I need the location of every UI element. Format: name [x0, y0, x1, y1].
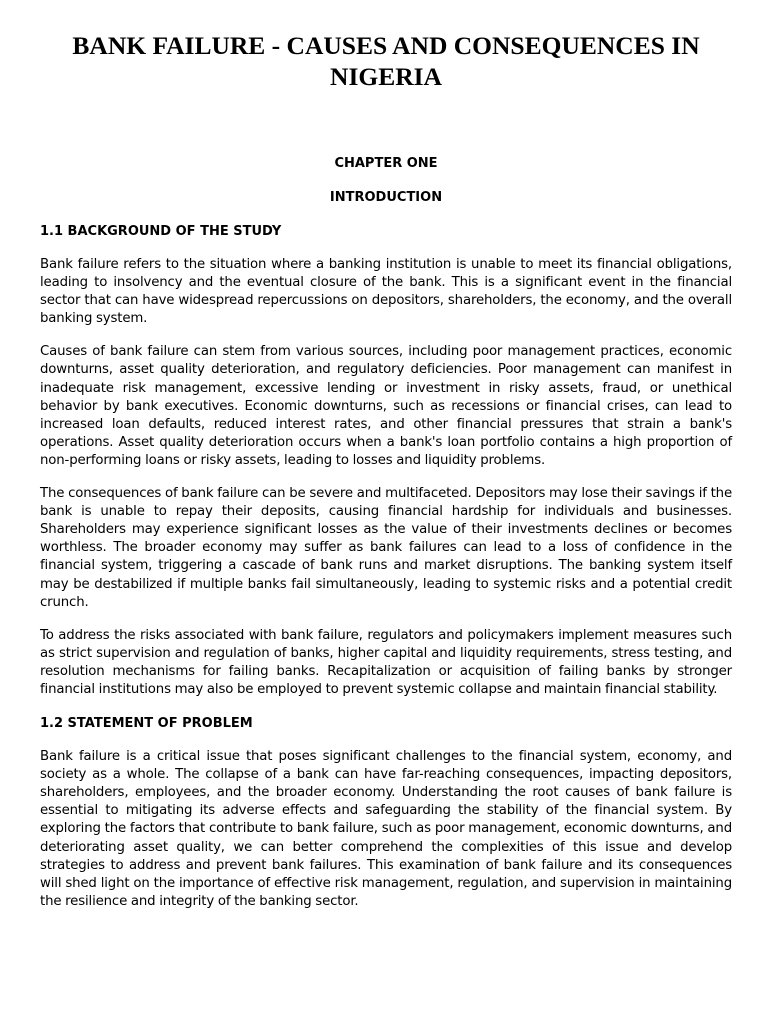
chapter-subtitle: INTRODUCTION [329, 190, 443, 205]
paragraph: To address the risks associated with bank failure, regulators and policymakers implement measures such as strict supervision and regulation of banks, higher capital and liquidity requirements, stress testing, and resolution mechanisms for failing banks. Recapitalization or acquisition of failing banks by stronger financial institutions may also be employed to prevent systemic collapse and maintain financial stability. [40, 627, 732, 697]
section-background [40, 223, 732, 699]
section-heading: 1.2 STATEMENT OF PROBLEM [40, 716, 253, 732]
paragraph: Bank failure is a critical issue that poses significant challenges to the financial system, economy, and society as a whole. The collapse of a bank can have far-reaching consequences, impacting depositors, shareholders, employees, and the broader economy. Understanding the root causes of bank failure is essential to mitigating its adverse effects and safeguarding the stability of the financial system. By exploring the factors that contribute to bank failure, such as poor management, economic downturns, and deteriorating asset quality, we can better comprehend the complexities of this issue and develop strategies to address and prevent bank failures. This examination of bank failure and its consequences will shed light on the importance of effective risk management, regulation, and supervision in maintaining the resilience and integrity of the banking sector. [40, 749, 732, 909]
section-statement-of-problem [40, 715, 732, 911]
section-heading: 1.1 BACKGROUND OF THE STUDY [40, 224, 282, 239]
paragraph: Bank failure refers to the situation where a banking institution is unable to meet its financial obligations, leading to insolvency and the eventual closure of the bank. This is a significant event in the financial sector that can have widespread repercussions on depositors, shareholders, the economy, and the overall banking system. [40, 257, 732, 327]
document-title: BANK FAILURE - CAUSES AND CONSEQUENCES IN NIGERIA [72, 31, 700, 91]
chapter-label: CHAPTER ONE [334, 156, 438, 171]
paragraph: The consequences of bank failure can be severe and multifaceted. Depositors may lose their savings if the bank is unable to repay their deposits, causing financial hardship for individuals and businesses. Shareholders may experience significant losses as the value of their investments declines or becomes worthless. The broader economy may suffer as bank failures can lead to a loss of confidence in the financial system, triggering a cascade of bank runs and market disruptions. The banking system itself may be destabilized if multiple banks fail simultaneously, leading to systemic risks and a potential credit crunch. [40, 486, 732, 610]
paragraph: Causes of bank failure can stem from various sources, including poor management practices, economic downturns, asset quality deterioration, and regulatory deficiencies. Poor management can manifest in inadequate risk management, excessive lending or investment in risky assets, fraud, or unethical behavior by bank executives. Economic downturns, such as recessions or financial crises, can lead to increased loan defaults, reduced interest rates, and other financial pressures that strain a bank's operations. Asset quality deterioration occurs when a bank's loan portfolio contains a high proportion of non-performing loans or risky assets, leading to losses and liquidity problems. [40, 344, 732, 468]
